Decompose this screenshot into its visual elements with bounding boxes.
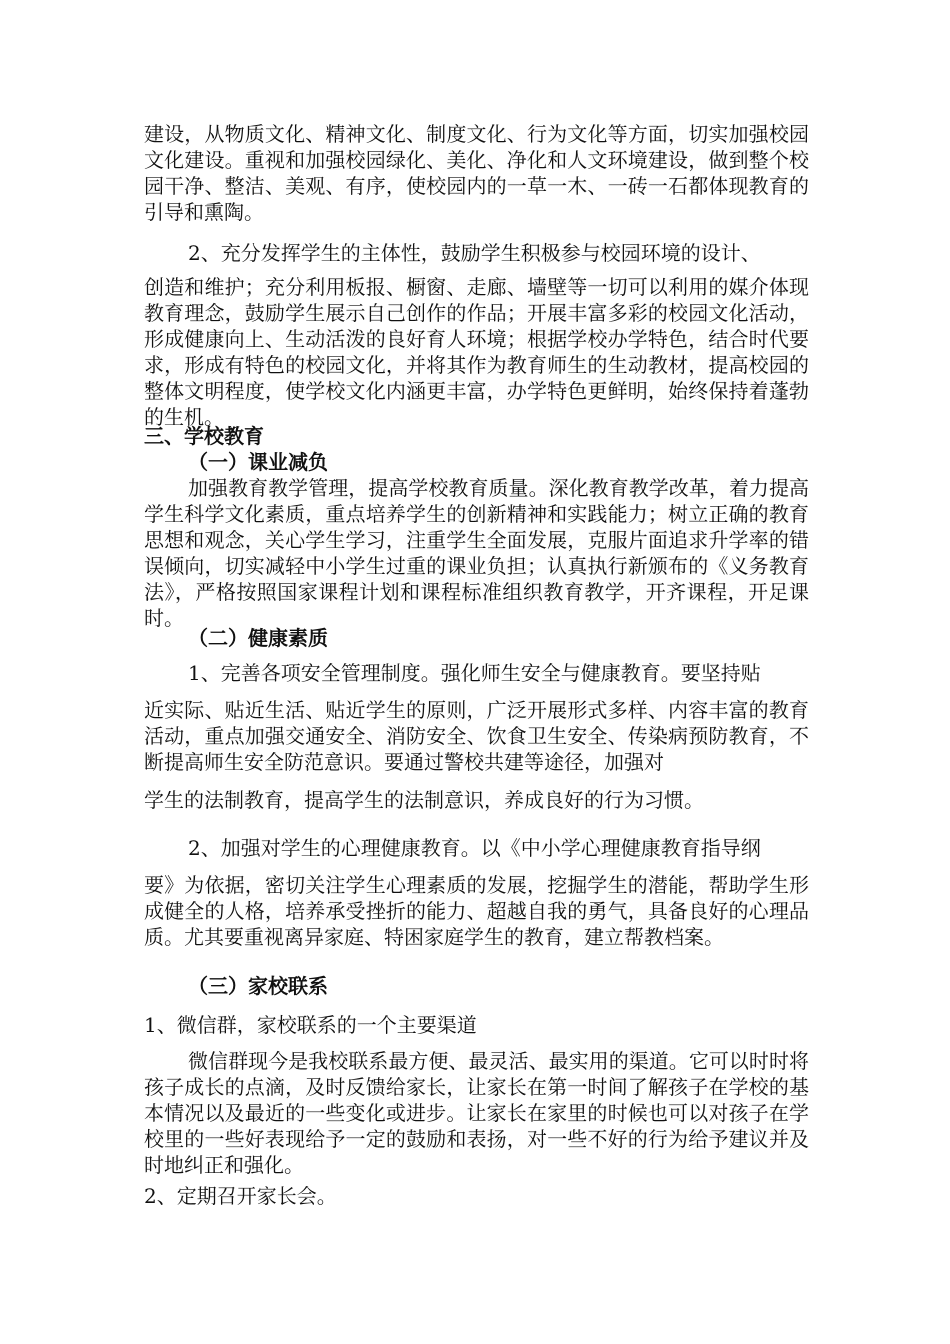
- section-heading-school-education: 三、学校教育: [144, 424, 264, 448]
- paragraph-parent-meeting: 2、定期召开家长会。: [144, 1184, 337, 1208]
- paragraph-mental-health-first-line: 2、加强对学生的心理健康教育。以《中小学心理健康教育指导纲: [188, 836, 761, 860]
- paragraph-safety: 近实际、贴近生活、贴近学生的原则，广泛开展形式多样、内容丰富的教育活动，重点加强交通安全、消防安全、饮食卫生安全、传染病预防教育，不断提高师生安全防范意识。要通过警校共建等途径，加强对: [144, 698, 809, 774]
- subheading-homework-reduction: （一）课业减负: [188, 450, 328, 474]
- paragraph-wechat-group-title: 1、微信群，家校联系的一个主要渠道: [144, 1013, 477, 1037]
- paragraph-wechat-group: 微信群现今是我校联系最方便、最灵活、最实用的渠道。它可以时时将孩子成长的点滴，及时反馈给家长，让家长在第一时间了解孩子在学校的基本情况以及最近的一些变化或进步。让家长在家里的时候也可以对孩子在学校里的一些好表现给予一定的鼓励和表扬，对一些不好的行为给予建议并及时地纠正和强化。: [144, 1049, 809, 1177]
- paragraph-campus-culture: 建设，从物质文化、精神文化、制度文化、行为文化等方面，切实加强校园文化建设。重视和加强校园绿化、美化、净化和人文环境建设，做到整个校园干净、整洁、美观、有序，使校园内的一草一木、一砖一石都体现教育的引导和熏陶。: [144, 122, 809, 224]
- subheading-home-school-contact: （三）家校联系: [188, 974, 328, 998]
- subheading-health-quality: （二）健康素质: [188, 626, 328, 650]
- paragraph-student-role-first-line: 2、充分发挥学生的主体性，鼓励学生积极参与校园环境的设计、: [188, 241, 761, 265]
- paragraph-safety-last-line: 学生的法制教育，提高学生的法制意识，养成良好的行为习惯。: [144, 788, 704, 812]
- paragraph-student-role: 创造和维护；充分利用板报、橱窗、走廊、墙壁等一切可以利用的媒介体现教育理念，鼓励学生展示自己创作的作品；开展丰富多彩的校园文化活动，形成健康向上、生动活泼的良好育人环境；根据学校办学特色，结合时代要求，形成有特色的校园文化，并将其作为教育师生的生动教材，提高校园的整体文明程度，使学校文化内涵更丰富，办学特色更鲜明，始终保持着蓬勃的生机。: [144, 275, 809, 429]
- paragraph-homework-reduction: 加强教育教学管理，提高学校教育质量。深化教育教学改革，着力提高学生科学文化素质，重点培养学生的创新精神和实践能力；树立正确的教育思想和观念，关心学生学习，注重学生全面发展，克服片面追求升学率的错误倾向，切实减轻中小学生过重的课业负担；认真执行新颁布的《义务教育法》，严格按照国家课程计划和课程标准组织教育教学，开齐课程，开足课时。: [144, 476, 809, 630]
- paragraph-safety-first-line: 1、完善各项安全管理制度。强化师生安全与健康教育。要坚持贴: [188, 661, 761, 685]
- paragraph-mental-health: 要》为依据，密切关注学生心理素质的发展，挖掘学生的潜能，帮助学生形成健全的人格，培养承受挫折的能力、超越自我的勇气，具备良好的心理品质。尤其要重视离异家庭、特困家庭学生的教育，建立帮教档案。: [144, 873, 809, 949]
